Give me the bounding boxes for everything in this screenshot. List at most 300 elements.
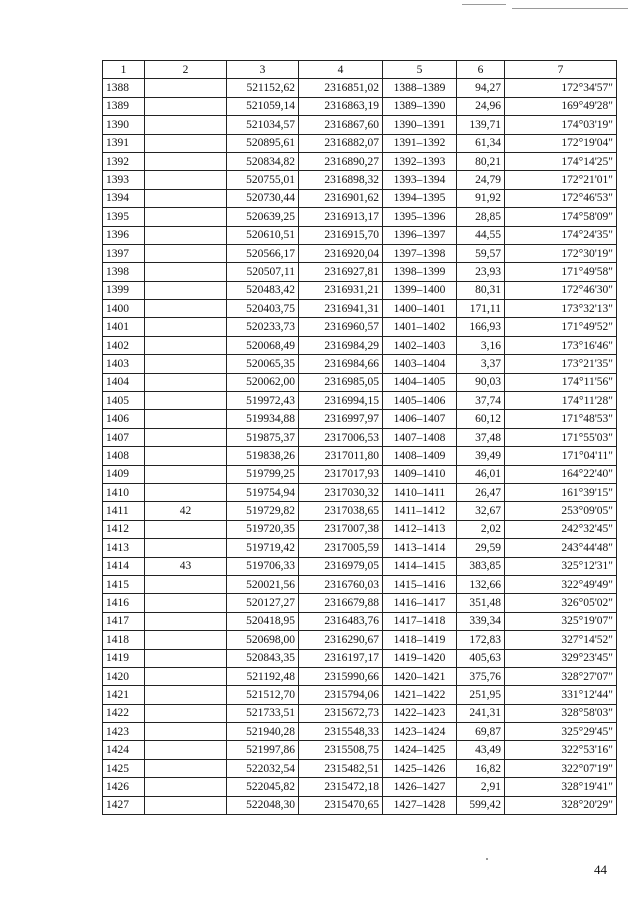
table-cell-col3: 521512,70 [227,686,299,704]
table-cell-col7: 322°49'49" [505,575,617,593]
table-cell-col5: 1405–1406 [383,392,457,410]
table-cell-col5: 1388–1389 [383,79,457,97]
table-cell-col5: 1399–1400 [383,281,457,299]
table-cell-col5: 1404–1405 [383,373,457,391]
table-cell-col7: 329°23'45" [505,649,617,667]
table-cell-col7: 328°27'07" [505,667,617,685]
table-cell-col3: 519799,25 [227,465,299,483]
table-cell-col3: 521940,28 [227,723,299,741]
table-cell-col3: 520418,95 [227,612,299,630]
table-row [103,759,617,777]
table-cell-col6: 80,31 [457,281,505,299]
table-cell-col2 [145,649,227,667]
table-cell-col7: 171°55'03" [505,428,617,446]
table-cell-col5: 1410–1411 [383,483,457,501]
table-cell-col5: 1424–1425 [383,741,457,759]
table-cell-col6: 29,59 [457,539,505,557]
table-cell-col4: 2316290,67 [299,631,383,649]
table-cell-col5: 1407–1408 [383,428,457,446]
table-row [103,631,617,649]
table-cell-col5: 1415–1416 [383,575,457,593]
table-cell-col6: 132,66 [457,575,505,593]
table-cell-col6: 2,91 [457,778,505,796]
table-row [103,575,617,593]
table-row [103,97,617,115]
table-cell-col6: 90,03 [457,373,505,391]
table-cell-col4: 2316941,31 [299,300,383,318]
table-cell-col6: 166,93 [457,318,505,336]
table-cell-col5: 1389–1390 [383,97,457,115]
table-cell-col3: 520730,44 [227,189,299,207]
table-cell-col1: 1402 [103,336,145,354]
table-cell-col4: 2316197,17 [299,649,383,667]
table-cell-col4: 2317017,93 [299,465,383,483]
table-cell-col2 [145,686,227,704]
table-cell-col5: 1402–1403 [383,336,457,354]
table-row [103,208,617,226]
table-row [103,392,617,410]
table-cell-col6: 383,85 [457,557,505,575]
table-cell-col6: 251,95 [457,686,505,704]
table-cell-col1: 1421 [103,686,145,704]
table-cell-col7: 253°09'05" [505,502,617,520]
table-cell-col7: 173°32'13" [505,300,617,318]
table-cell-col6: 24,79 [457,171,505,189]
table-cell-col1: 1394 [103,189,145,207]
table-cell-col5: 1417–1418 [383,612,457,630]
table-cell-col5: 1412–1413 [383,520,457,538]
table-cell-col7: 164°22'40" [505,465,617,483]
table-cell-col5: 1398–1399 [383,263,457,281]
table-cell-col4: 2315472,18 [299,778,383,796]
table-cell-col3: 520403,75 [227,300,299,318]
table-cell-col4: 2316760,03 [299,575,383,593]
table-cell-col2 [145,336,227,354]
table-cell-col6: 94,27 [457,79,505,97]
table-cell-col5: 1395–1396 [383,208,457,226]
table-cell-col2 [145,741,227,759]
table-cell-col1: 1396 [103,226,145,244]
table-cell-col6: 80,21 [457,152,505,170]
table-cell-col6: 59,57 [457,244,505,262]
table-cell-col6: 16,82 [457,759,505,777]
table-cell-col2 [145,392,227,410]
table-cell-col7: 169°49'28" [505,97,617,115]
table-cell-col6: 28,85 [457,208,505,226]
table-cell-col1: 1405 [103,392,145,410]
table-row [103,263,617,281]
table-cell-col5: 1420–1421 [383,667,457,685]
table-cell-col4: 2316984,29 [299,336,383,354]
table-row [103,355,617,373]
table-cell-col3: 520062,00 [227,373,299,391]
table-cell-col2 [145,79,227,97]
table-cell-col6: 339,34 [457,612,505,630]
table-cell-col1: 1409 [103,465,145,483]
table-cell-col4: 2317011,80 [299,447,383,465]
table-cell-col1: 1404 [103,373,145,391]
table-cell-col2 [145,300,227,318]
table-cell-col3: 519934,88 [227,410,299,428]
table-row [103,152,617,170]
table-row [103,410,617,428]
table-cell-col7: 328°20'29" [505,796,617,814]
table-cell-col4: 2317030,32 [299,483,383,501]
table-row [103,704,617,722]
table-cell-col6: 37,74 [457,392,505,410]
table-cell-col4: 2316931,21 [299,281,383,299]
table-cell-col6: 23,93 [457,263,505,281]
table-cell-col2 [145,263,227,281]
table-cell-col3: 522032,54 [227,759,299,777]
table-row [103,649,617,667]
table-cell-col1: 1420 [103,667,145,685]
table-cell-col1: 1426 [103,778,145,796]
table-cell-col3: 520127,27 [227,594,299,612]
table-cell-col3: 521192,48 [227,667,299,685]
table-cell-col1: 1419 [103,649,145,667]
table-cell-col6: 24,96 [457,97,505,115]
table-cell-col6: 39,49 [457,447,505,465]
table-cell-col6: 44,55 [457,226,505,244]
table-row [103,447,617,465]
table-cell-col7: 172°34'57" [505,79,617,97]
table-cell-col5: 1408–1409 [383,447,457,465]
table-row [103,465,617,483]
table-cell-col7: 171°04'11" [505,447,617,465]
table-cell-col3: 519838,26 [227,447,299,465]
table-cell-col5: 1414–1415 [383,557,457,575]
table-cell-col1: 1411 [103,502,145,520]
table-cell-col7: 242°32'45" [505,520,617,538]
table-cell-col2 [145,410,227,428]
table-cell-col7: 171°49'58" [505,263,617,281]
table-cell-col1: 1391 [103,134,145,152]
table-cell-col6: 32,67 [457,502,505,520]
column-header-5: 5 [383,61,457,79]
column-header-3: 3 [227,61,299,79]
table-cell-col7: 173°16'46" [505,336,617,354]
table-cell-col1: 1417 [103,612,145,630]
table-cell-col2 [145,428,227,446]
table-cell-col1: 1393 [103,171,145,189]
table-row [103,336,617,354]
table-cell-col3: 519719,42 [227,539,299,557]
table-cell-col7: 327°14'52" [505,631,617,649]
table-cell-col2 [145,704,227,722]
table-row [103,539,617,557]
table-cell-col4: 2316960,57 [299,318,383,336]
table-cell-col4: 2317005,59 [299,539,383,557]
table-cell-col2 [145,355,227,373]
table-row [103,244,617,262]
table-cell-col7: 161°39'15" [505,483,617,501]
table-cell-col1: 1389 [103,97,145,115]
table-row [103,502,617,520]
table-cell-col3: 520639,25 [227,208,299,226]
table-cell-col1: 1418 [103,631,145,649]
table-cell-col5: 1394–1395 [383,189,457,207]
table-cell-col7: 174°24'35" [505,226,617,244]
table-cell-col2 [145,612,227,630]
table-cell-col2 [145,447,227,465]
table-row [103,594,617,612]
table-cell-col4: 2316984,66 [299,355,383,373]
table-cell-col5: 1418–1419 [383,631,457,649]
table-cell-col7: 322°07'19" [505,759,617,777]
table-cell-col3: 520698,00 [227,631,299,649]
table-cell-col7: 172°30'19" [505,244,617,262]
column-header-4: 4 [299,61,383,79]
table-cell-col3: 519875,37 [227,428,299,446]
table-row [103,134,617,152]
table-cell-col1: 1399 [103,281,145,299]
top-edge-mark [462,4,506,5]
table-cell-col5: 1406–1407 [383,410,457,428]
table-cell-col5: 1401–1402 [383,318,457,336]
table-cell-col6: 69,87 [457,723,505,741]
table-row [103,226,617,244]
table-cell-col7: 171°48'53" [505,410,617,428]
table-cell-col7: 174°14'25" [505,152,617,170]
table-cell-col7: 243°44'48" [505,539,617,557]
table-cell-col2 [145,483,227,501]
table-cell-col4: 2317038,65 [299,502,383,520]
table-cell-col5: 1413–1414 [383,539,457,557]
table-cell-col4: 2316483,76 [299,612,383,630]
table-cell-col2 [145,759,227,777]
table-cell-col5: 1416–1417 [383,594,457,612]
table-cell-col3: 520068,49 [227,336,299,354]
table-cell-col3: 520843,35 [227,649,299,667]
table-cell-col5: 1422–1423 [383,704,457,722]
table-body [103,79,617,815]
table-cell-col6: 46,01 [457,465,505,483]
coordinates-table [102,60,617,815]
table-cell-col5: 1397–1398 [383,244,457,262]
table-header-row [103,61,617,79]
table-cell-col1: 1414 [103,557,145,575]
table-cell-col4: 2316867,60 [299,116,383,134]
table-cell-col3: 521997,86 [227,741,299,759]
table-cell-col6: 60,12 [457,410,505,428]
table-cell-col4: 2316994,15 [299,392,383,410]
table-cell-col4: 2315482,51 [299,759,383,777]
table-cell-col4: 2316679,88 [299,594,383,612]
table-cell-col2 [145,465,227,483]
table-cell-col4: 2315794,06 [299,686,383,704]
table-cell-col3: 521733,51 [227,704,299,722]
table-cell-col5: 1427–1428 [383,796,457,814]
table-row [103,189,617,207]
table-cell-col4: 2316997,97 [299,410,383,428]
table-cell-col7: 174°03'19" [505,116,617,134]
table-cell-col1: 1412 [103,520,145,538]
table-cell-col6: 43,49 [457,741,505,759]
table-cell-col3: 519754,94 [227,483,299,501]
table-cell-col7: 328°58'03" [505,704,617,722]
table-cell-col4: 2316863,19 [299,97,383,115]
table-cell-col4: 2315548,33 [299,723,383,741]
table-cell-col2 [145,539,227,557]
table-cell-col7: 174°11'28" [505,392,617,410]
table-cell-col4: 2316915,70 [299,226,383,244]
table-cell-col6: 26,47 [457,483,505,501]
table-cell-col2 [145,208,227,226]
table-cell-col7: 325°12'31" [505,557,617,575]
table-cell-col3: 520483,42 [227,281,299,299]
column-header-6: 6 [457,61,505,79]
table-cell-col5: 1393–1394 [383,171,457,189]
table-cell-col2 [145,778,227,796]
table-cell-col4: 2316927,81 [299,263,383,281]
table-cell-col1: 1403 [103,355,145,373]
table-cell-col1: 1423 [103,723,145,741]
table-cell-col7: 326°05'02" [505,594,617,612]
table-cell-col1: 1408 [103,447,145,465]
column-header-7: 7 [505,61,617,79]
table-cell-col4: 2316851,02 [299,79,383,97]
table-cell-col6: 139,71 [457,116,505,134]
table-row [103,796,617,814]
table-row [103,373,617,391]
table-cell-col1: 1425 [103,759,145,777]
table-row [103,318,617,336]
table-row [103,741,617,759]
table-cell-col1: 1390 [103,116,145,134]
table-cell-col6: 91,92 [457,189,505,207]
table-cell-col1: 1407 [103,428,145,446]
table-cell-col6: 375,76 [457,667,505,685]
table-row [103,557,617,575]
table-cell-col2 [145,373,227,391]
table-cell-col4: 2316979,05 [299,557,383,575]
table-cell-col5: 1425–1426 [383,759,457,777]
table-cell-col3: 520610,51 [227,226,299,244]
table-cell-col1: 1416 [103,594,145,612]
table-cell-col3: 521152,62 [227,79,299,97]
table-row [103,116,617,134]
table-cell-col5: 1391–1392 [383,134,457,152]
table-cell-col2 [145,189,227,207]
table-cell-col7: 173°21'35" [505,355,617,373]
table-cell-col4: 2317006,53 [299,428,383,446]
table-cell-col2 [145,116,227,134]
table-cell-col4: 2315508,75 [299,741,383,759]
table-cell-col2 [145,97,227,115]
table-row [103,281,617,299]
table-cell-col1: 1388 [103,79,145,97]
table-cell-col6: 2,02 [457,520,505,538]
table-cell-col1: 1392 [103,152,145,170]
table-cell-col6: 171,11 [457,300,505,318]
table-cell-col5: 1421–1422 [383,686,457,704]
table-cell-col1: 1401 [103,318,145,336]
table-cell-col7: 322°53'16" [505,741,617,759]
table-cell-col3: 520065,35 [227,355,299,373]
table-cell-col2 [145,134,227,152]
table-cell-col2 [145,244,227,262]
table-row [103,667,617,685]
table-cell-col2 [145,575,227,593]
table-cell-col3: 522048,30 [227,796,299,814]
table-cell-col3: 520021,56 [227,575,299,593]
page-number: 44 [594,862,607,877]
table-cell-col7: 172°46'53" [505,189,617,207]
table-cell-col4: 2317007,38 [299,520,383,538]
table-cell-col4: 2315990,66 [299,667,383,685]
table-cell-col1: 1415 [103,575,145,593]
table-cell-col3: 521034,57 [227,116,299,134]
table-cell-col2: 43 [145,557,227,575]
table-cell-col1: 1406 [103,410,145,428]
table-row [103,171,617,189]
table-cell-col2 [145,152,227,170]
table-cell-col2 [145,318,227,336]
table-row [103,483,617,501]
top-edge-mark [512,8,628,9]
table-cell-col7: 172°46'30" [505,281,617,299]
table-cell-col6: 37,48 [457,428,505,446]
table-cell-col6: 599,42 [457,796,505,814]
table-cell-col7: 331°12'44" [505,686,617,704]
table-cell-col2 [145,667,227,685]
table-cell-col6: 351,48 [457,594,505,612]
table-cell-col2 [145,171,227,189]
table-cell-col5: 1400–1401 [383,300,457,318]
table-cell-col5: 1419–1420 [383,649,457,667]
table-cell-col3: 522045,82 [227,778,299,796]
table-cell-col6: 172,83 [457,631,505,649]
table-cell-col2 [145,594,227,612]
table-cell-col5: 1411–1412 [383,502,457,520]
table-cell-col2 [145,796,227,814]
table-cell-col1: 1410 [103,483,145,501]
column-header-1: 1 [103,61,145,79]
table-cell-col4: 2316898,32 [299,171,383,189]
table-cell-col6: 3,16 [457,336,505,354]
table-cell-col2 [145,281,227,299]
table-row [103,300,617,318]
table-cell-col3: 520834,82 [227,152,299,170]
table-cell-col4: 2316913,17 [299,208,383,226]
table-cell-col1: 1395 [103,208,145,226]
table-cell-col4: 2316890,27 [299,152,383,170]
table-cell-col6: 405,63 [457,649,505,667]
table-cell-col5: 1409–1410 [383,465,457,483]
table-cell-col1: 1398 [103,263,145,281]
table-cell-col7: 174°58'09" [505,208,617,226]
table-cell-col3: 519720,35 [227,520,299,538]
table-cell-col6: 61,34 [457,134,505,152]
table-cell-col7: 325°29'45" [505,723,617,741]
table-cell-col2 [145,520,227,538]
table-cell-col6: 3,37 [457,355,505,373]
table-cell-col3: 520233,73 [227,318,299,336]
table-cell-col3: 520507,11 [227,263,299,281]
table-cell-col5: 1426–1427 [383,778,457,796]
table-row [103,428,617,446]
column-header-2: 2 [145,61,227,79]
table-cell-col1: 1413 [103,539,145,557]
table-row [103,723,617,741]
table-cell-col4: 2315672,73 [299,704,383,722]
table-cell-col5: 1390–1391 [383,116,457,134]
table-cell-col2 [145,226,227,244]
table-cell-col4: 2316901,62 [299,189,383,207]
table-cell-col3: 521059,14 [227,97,299,115]
table-row [103,520,617,538]
